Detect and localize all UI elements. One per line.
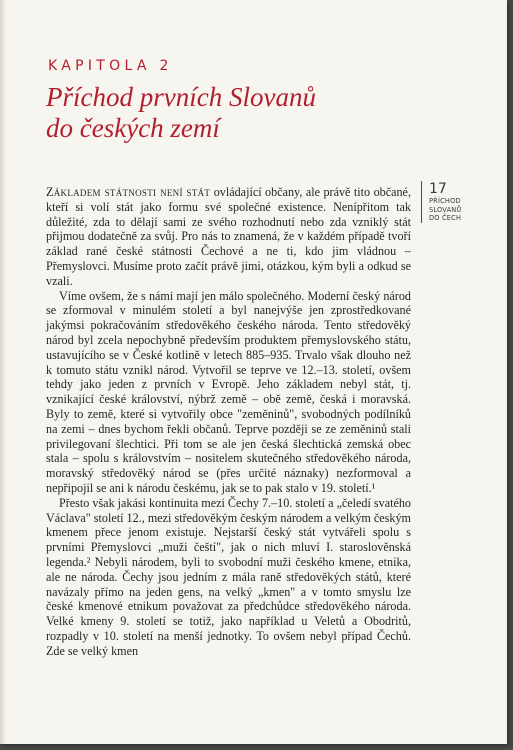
chapter-label: KAPITOLA 2 <box>48 58 173 74</box>
page-number: 17 <box>429 181 447 197</box>
chapter-title-line-1: Příchod prvních Slovanů <box>46 82 316 112</box>
paragraph-lead-caps: Základem státnosti není stát <box>46 185 211 199</box>
page-sidebar <box>421 181 461 223</box>
sidebar-line-2: SLOVANŮ <box>429 205 462 214</box>
body-text <box>46 185 411 659</box>
paragraph-2: Víme ovšem, že s námi mají jen málo společného. Moderní český národ se zformoval v minulém století a byl nanejvýše jen zprostředkované jakýmsi pokračováním středověkého českého národa. Tento středověký národ byl zcela nepochybně především produktem přemyslovského státu, ustavujícího se v České kotlině v letech 885–935. Trvalo však dlouho než k tomuto státu vznikl národ. Vytvořil se teprve ve 12.–13. století, ovšem tehdy jako jeden z prvních v Evropě. Jeho základem nebyl stát, tj. vznikající české království, nýbrž země – obě země, česká i moravská. Byly to země, které si vytvořily obce "zeměninů", svobodných podílníků na zemi – dnes bychom řekli občanů. Teprve později se ze zeměninů stali privilegovaní šlechtici. Při tom se ale jen česká šlechtická zemská obec stala – spolu s královstvím – nositelem skutečného středověkého národa, moravský středověký národ se (přes určité náznaky) nezformoval a nepřipojil se ani k národu českému, jak se to pak stalo v 19. století.¹ <box>46 288 411 495</box>
sidebar-line-1: PŘÍCHOD <box>429 197 461 205</box>
chapter-title <box>46 82 406 144</box>
sidebar-line-3: DO ČECH <box>429 214 462 222</box>
paragraph-3: Přesto však jakási kontinuita mezi Čechy 7.–10. století a „čeledí svatého Václava" století 12., mezi středověkým českým národem a velkým českým kmenem přece jenom existuje. Nejstarší český stát vytvářeli spolu s prvními Přemyslovci „muži čeští", jak o nich mluví I. staroslověnská legenda.² Nebyli národem, byli to svobodní muži českého kmene, etnika, ale ne národa. Čechy jsou jedním z mála raně středověkých států, které navázaly přímo na jeden gens, na velký „kmen" a v tomto smyslu lze české kmenové etnikum považovat za předchůdce středověkého národa. Velké kmeny 9. století se totiž, jako například u Veletů a Obodritů, rozpadly v 10. století na menší jednotky. To ovšem nebyl případ Čechů. Zde se velký kmen <box>46 495 411 658</box>
paragraph-1 <box>46 185 411 289</box>
paragraph-1-text: ovládající občany, ale právě tito občané, kteří si volí stát jako formu své společné existence. Nenípřitom tak důležité, zda to dělají sami ze svého rozhodnutí nebo zda vzniklý stát přijmou dodatečně za svůj. Pro nás to znamená, že v každém případě tvoří základ rané české státnosti Čechové a ne ti, kdo jim vládnou – Přemyslovci. Musíme proto začít právě jimi, otázkou, kým byli a odkud se vzali. <box>46 185 411 288</box>
chapter-title-line-2: do českých zemí <box>46 113 220 143</box>
binding-edge <box>0 0 6 744</box>
